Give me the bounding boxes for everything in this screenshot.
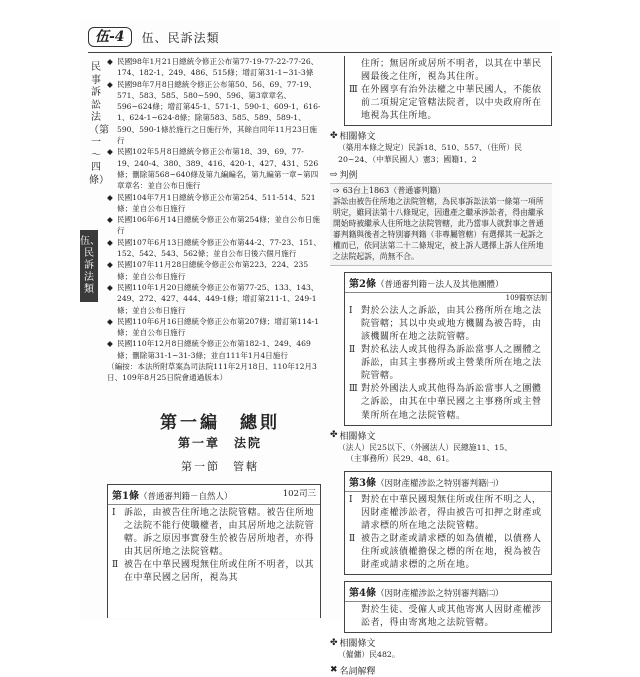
paragraph-mark: Ⅰ: [349, 305, 354, 316]
editor-note: （編按：本法所附草案為司法院111年2月18日、110年12月3日、109年8月25日院會通過版本）: [107, 362, 317, 383]
amendment-entry: ◆ 民國98年7月8日總統令修正公布第50、56、69、77-19、571、583、585、580~590、596、第3章章名、596~624條；增訂第45-1、571-1、590-1、609-1、616-1、624-1~624-8條；除第583、585、589、589-1、590、590-1條於施行之日施行外，其餘自同年11月23日施行: [107, 79, 321, 146]
diamond-bullet-icon: ◆: [107, 192, 113, 202]
article-paragraph: [349, 533, 547, 572]
article-paragraph: [349, 305, 547, 344]
paragraph-text: 被告在中華民國現無住所或住所不明者，以其在中華民國之居所，視為其: [124, 560, 315, 584]
article-2-heading: [345, 273, 551, 293]
amendment-entry: ◆ 民國107年11月28日總統令修正公布第223、224、235條；並自公布日施行: [107, 260, 309, 281]
article-body: [345, 56, 551, 125]
article-caption: （因財產權涉訟之特別審判籍㈠）: [375, 478, 504, 489]
article-body: [108, 505, 320, 588]
page-header: [88, 26, 220, 48]
section-title: 第一節 管轄: [181, 460, 259, 473]
amendment-entry: ◆ 民國102年5月8日總統令修正公布第18、39、69、77-19、240-4、380、389、416、420-1、427、431、526條；刪除第568~640條及第九編編名，第九編第一章~第四章章名：並自公布日施行: [107, 147, 319, 191]
page-number-tab: 伍-4: [88, 27, 132, 47]
paragraph-mark: Ⅱ: [112, 560, 119, 571]
diamond-bullet-icon: ◆: [107, 260, 113, 270]
article-number: 第2條: [349, 278, 376, 290]
article-4-box: [344, 581, 552, 633]
paragraph-text: 在外國享有治外法權之中華民國人，不能依前二項規定定管轄法院者，以中央政府所在地視為其住所地。: [361, 85, 542, 122]
article-paragraph: [349, 494, 547, 533]
cases-heading: ⇨ 判例: [330, 169, 358, 182]
article-body: [345, 492, 551, 575]
paragraph-text: 訴訟，由被告住所地之法院管轄。被告住所地之法院不能行使職權者，由其居所地之法院管轄。訴之原因事實發生於被告居所地者，亦得由其居所地之法院管轄。: [124, 508, 315, 558]
vertical-law-title: 民事訴訟法（第一～四條）: [89, 62, 109, 186]
diamond-bullet-icon: ◆: [107, 79, 113, 89]
article-paragraph: [349, 84, 547, 123]
diamond-bullet-icon: ◆: [107, 316, 113, 326]
exam-reference: 109醫察法制: [505, 293, 547, 302]
chapter-title: 第一章 法院: [177, 436, 262, 450]
exam-reference: 102司三: [282, 489, 316, 499]
article-1-continued: [344, 56, 552, 126]
diamond-arrow-icon: ⇨: [330, 169, 338, 180]
article-body: [345, 602, 551, 632]
amendment-entry: ◆ 民國104年7月1日總統令修正公布第254、511-514、521條；並自公布日施行: [107, 192, 316, 213]
related-articles-heading: ✤ 相關條文: [330, 637, 376, 650]
paragraph-mark: Ⅰ: [112, 508, 117, 518]
related-articles: （僱傭）民482。: [338, 650, 400, 660]
flower-bullet-icon: ✤: [330, 130, 338, 141]
case-id: ➩ 63台上1863（普通審判籍）: [333, 186, 446, 196]
amendment-entry: ◆ 民國110年6月16日總統令修正公布第207條；增訂第114-1條；並自公布日施行: [107, 316, 320, 338]
arrow-bullet-icon: ➩: [333, 186, 340, 196]
amendment-history: [107, 56, 321, 361]
book-page: [80, 20, 560, 677]
paragraph-text: 對於私法人或其他得為訴訟當事人之團體之訴訟，由其主事務所或主營業所所在地之法院管轄。: [361, 345, 542, 382]
diamond-bullet-icon: ◆: [107, 57, 113, 66]
case-text: 訴訟由被告住所地之法院管轄，為民事訴訟法第一條第一項所明定，雖同法第十八條規定，因遺產之繼承涉訟者，得由繼承開始時被繼承人住所地之法院管轄，此乃當事人就對事之普通審判籍與後者之特別審判籍（非專屬管轄）有選擇其一起訴之權而已，依同法第二十二條規定，被上訴人選擇上訴人住所地之法院起訴，尚無不合。: [333, 197, 544, 261]
article-caption: （普通審判籍－法人及其他團體）: [375, 279, 504, 290]
amendment-entry: ◆ 民國106年6月14日總統令修正公布第254條；並自公布日施行: [107, 215, 320, 236]
article-body: [345, 303, 551, 425]
side-thumb-tab: 伍、民訴法類: [80, 230, 98, 302]
paragraph-mark: Ⅱ: [349, 533, 356, 544]
related-articles: （築用本條之規定）民訴18、510、557、（住所）民20~24、（中華民國人）憲3；國籍1、2: [338, 143, 522, 164]
paragraph-mark: Ⅱ: [349, 345, 356, 356]
article-1-box: [107, 484, 321, 618]
article-paragraph: [349, 383, 547, 422]
article-number: 第1條: [112, 491, 139, 502]
article-paragraph: [349, 344, 547, 383]
paragraph-mark: Ⅰ: [349, 494, 354, 505]
right-column: [330, 56, 552, 677]
part-title: 第一編 總則: [160, 413, 280, 433]
paragraph-text: 住所；無居所或居所不明者，以其在中華民國最後之住所，視為其住所。: [361, 59, 542, 83]
related-articles: （法人）民25以下、（外國法人）民總施11、15、 （主事務所）民29、48、61。: [338, 442, 513, 464]
paragraph-mark: [349, 58, 361, 84]
article-number: 第3條: [349, 477, 376, 489]
diamond-bullet-icon: ◆: [107, 282, 113, 292]
related-articles-heading: ✤ 相關條文: [330, 430, 376, 442]
related-articles-heading: ✤ 相關條文: [330, 130, 376, 143]
paragraph-text: 對於外國法人或其他得為訴訟當事人之團體之訴訟，由其在中華民國之主事務所或主營業所所在地之法院管轄。: [361, 384, 542, 421]
diamond-bullet-icon: ◆: [107, 147, 113, 157]
paragraph-text: 對於在中華民國現無住所或住所不明之人，因財產權涉訟者，得由被告可扣押之財產或請求標的所在地之法院管轄。: [361, 494, 542, 531]
diamond-bullet-icon: ◆: [107, 237, 113, 247]
article-paragraph: [112, 559, 316, 585]
diamond-bullet-icon: ◆: [107, 215, 113, 225]
diamond-bullet-icon: ◆: [107, 339, 113, 349]
article-2-box: [344, 272, 552, 426]
paragraph-mark: Ⅲ: [349, 85, 359, 96]
amendment-entry: ◆ 民國107年6月13日總統令修正公布第44-2、77-23、151、152、542、543、562條；並自公布日後六個月施行: [107, 237, 321, 259]
article-caption: （因財產權涉訟之特別審判籍㈡）: [375, 589, 504, 600]
article-caption: （普通審判籍－自然人）: [138, 492, 233, 502]
case-block: [330, 183, 552, 265]
paragraph-mark: Ⅲ: [349, 384, 359, 395]
paragraph-text: 對於生徒、受僱人或其他寄寓人因財產權涉訟者，得由寄寓地之法院管轄。: [361, 605, 542, 629]
article-paragraph: [349, 604, 547, 630]
header-rule: [88, 52, 552, 53]
article-paragraph: [112, 507, 316, 559]
article-paragraph: [349, 58, 547, 84]
article-3-box: [344, 471, 552, 576]
article-number: 第4條: [349, 588, 376, 600]
article-3-heading: [345, 472, 551, 492]
paragraph-mark: [349, 604, 361, 630]
paragraph-text: 對於公法人之訴訟，由其公務所所在地之法院管轄；其以中央或地方機關為被告時，由該機關所在地之法院管轄。: [361, 305, 542, 342]
article-4-heading: [345, 582, 551, 602]
cross-bullet-icon: ✖: [330, 665, 338, 676]
left-column: [107, 56, 321, 384]
header-title: 伍、民訴法類: [141, 30, 220, 45]
amendment-entry: ◆ 民國110年1月20日總統令修正公布第77-25、133、143、249、272、427、444、449-1條；增訂第211-1、249-1條；並自公布日施行: [107, 282, 319, 315]
amendment-entry: ◆ 民國98年1月21日總統令修正公布第77-19-77-22-77-26、174、182-1、249、486、515條；增訂第31-1~31-3條: [107, 57, 319, 78]
paragraph-text: 被告之財產或請求標的如為債權，以債務人住所或該債權擔保之標的所在地，視為被告財產或請求標的之所在地。: [361, 533, 542, 571]
glossary-heading: ✖ 名詞解釋: [330, 665, 376, 677]
flower-bullet-icon: ✤: [330, 430, 338, 441]
article-1-heading: [108, 485, 320, 505]
amendment-entry: ◆ 民國110年12月8日總統令修正公布第182-1、249、469條；刪除第31-1~31-3條；並自111年1月4日施行: [107, 339, 311, 360]
flower-bullet-icon: ✤: [330, 637, 338, 648]
